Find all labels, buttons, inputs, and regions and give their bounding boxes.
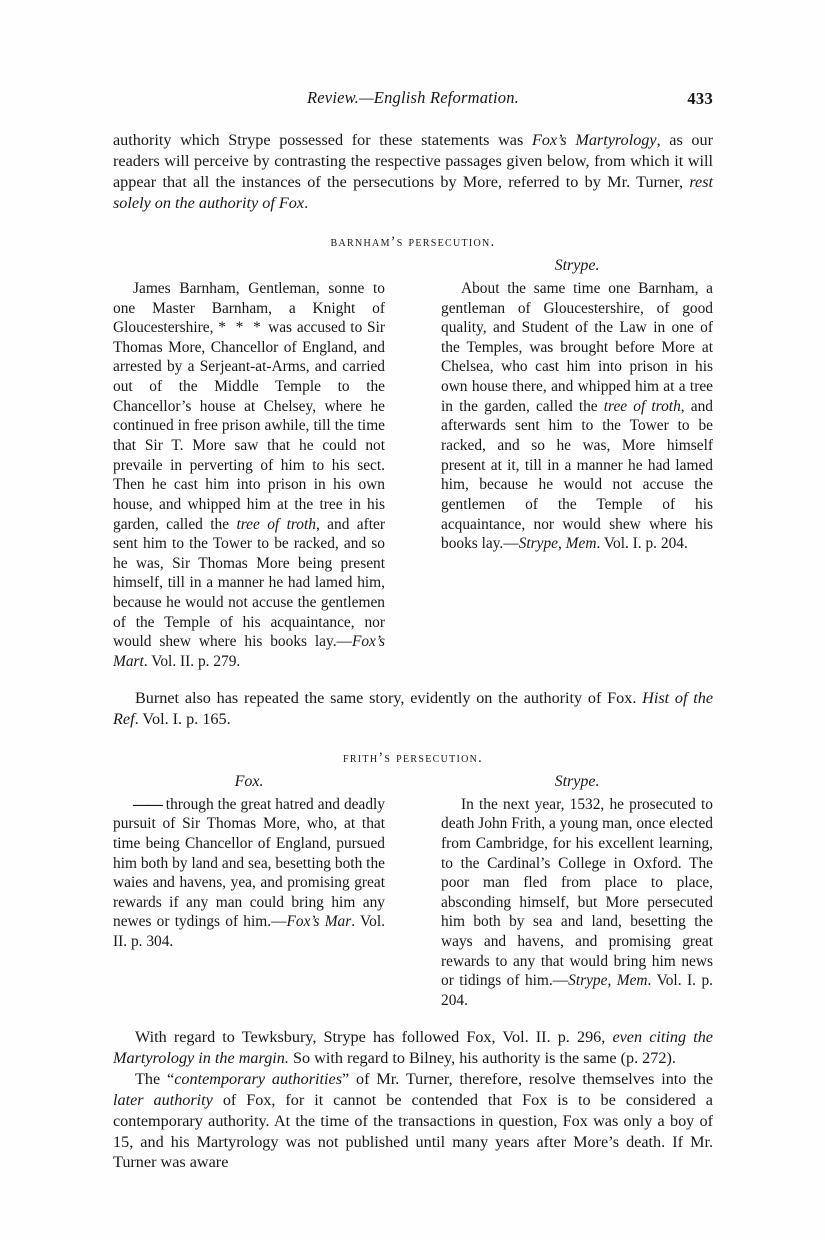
running-head	[113, 88, 713, 114]
page-content	[113, 88, 713, 1173]
column-right-frith	[441, 771, 713, 1011]
intro-italic-martyrology: Fox’s Martyrology	[531, 131, 657, 149]
closing-2-italic-contemporary: contemporary authorities	[174, 1069, 343, 1088]
barnham-right-body-2: , and afterwards sent him to the Tower to be racked, and so he was, More himself present at it, till in a manner he had lamed him, because he would not accuse the gentlemen of the Temple of his acquaintance, nor would shew where his books lay.—	[441, 397, 713, 553]
frith-right-citation-rest: . Vol. I. p. 204.	[441, 972, 713, 1010]
excerpt-text-strype-frith	[441, 795, 713, 1011]
burnet-text-2: . Vol. I. p. 165.	[134, 709, 231, 728]
ellipsis-asterisks: * * *	[218, 319, 264, 337]
excerpt-text-fox-frith	[113, 795, 385, 952]
frith-left-body: through the great hatred and deadly pursuit of Sir Thomas More, who, at that time being Chancellor of England, pursued him both by land and sea, besetting both the waies and havens, yea, and promising great rewards if any man could bring him any newes or tydings of him.—	[113, 795, 385, 931]
elision-dash: ——	[133, 795, 162, 813]
closing-2-italic-later-authority: later authority	[113, 1090, 213, 1109]
barnham-left-citation-italic: Fox’s Mart	[113, 633, 385, 671]
column-left-barnham	[113, 255, 385, 672]
column-label-right-frith: Strype.	[554, 772, 600, 790]
burnet-italic-hist-ref: Hist of the Ref	[113, 688, 714, 728]
excerpt-text-strype-barnham	[441, 279, 713, 554]
barnham-left-body-2: was accused to Sir Thomas More, Chancellor of England, and arrested by a Serjeant-at-Arms, and carried out of the Middle Temple to the Chancellor’s house at Chelsey, where he continued in free prison awhile, till the time that Sir T. More saw that he could not prevaile in perverting of him to his sect. Then he cast him into prison in his own house, and whipped him at the tree in his garden, called the	[113, 319, 386, 533]
barnham-left-italic-tree-of-troth: tree of troth	[236, 515, 316, 533]
closing-1-italic: even citing the Martyrology in the margin.	[113, 1027, 713, 1067]
page-number: 433	[687, 89, 713, 108]
closing-paragraph-2	[113, 1069, 713, 1174]
excerpt-columns-frith	[113, 771, 713, 1011]
barnham-right-italic-tree-of-troth: tree of troth	[603, 397, 681, 415]
frith-left-citation-italic: Fox’s Mar	[286, 913, 352, 931]
intro-text-1: authority which Strype possessed for these statements was	[113, 131, 532, 149]
intro-text-3: .	[304, 193, 309, 212]
running-head-title: Review.—English Reformation.	[307, 88, 519, 107]
barnham-right-citation-rest: . Vol. I. p. 204.	[596, 535, 688, 553]
closing-paragraph-1	[113, 1027, 713, 1069]
barnham-right-body-1: About the same time one Barnham, a gentleman of Gloucestershire, of good quality, and Student of the Law in one of the Temples, was brought before More at Chelsea, who cast him into prison in his own house there, and whipped him at a tree in the garden, called the	[441, 279, 713, 415]
intro-text-2: , as our readers will perceive by contrasting the respective passages given below, from which it will appear that all the instances of the persecutions by More, referred to by Mr. Turner,	[113, 131, 713, 191]
section-heading-barnham: barnham’s persecution.	[330, 233, 496, 250]
barnham-left-body-3: , and after sent him to the Tower to be racked, and so he was, Sir Thomas More being present himself, till in a manner he had lamed him, because he would not accuse the gentlemen of the Temple of his acquaintance, nor would shew where his books lay.—	[113, 515, 385, 651]
frith-left-citation-rest: . Vol. II. p. 304.	[113, 913, 385, 951]
barnham-left-citation-rest: . Vol. II. p. 279.	[143, 653, 241, 671]
frith-right-citation-italic: Strype, Mem	[568, 972, 648, 990]
closing-1-text-b: So with regard to Bilney, his authority is the same (p. 272).	[288, 1048, 676, 1067]
intro-paragraph	[113, 130, 713, 214]
column-right-barnham	[441, 255, 713, 554]
closing-2-text-a: The “	[135, 1069, 175, 1088]
intro-italic-rest-solely: rest solely on the authority of Fox	[113, 172, 713, 212]
barnham-left-body-1: James Barnham, Gentleman, sonne to one Master Barnham, a Knight of Gloucestershire,	[113, 279, 385, 337]
section-heading-frith: frith’s persecution.	[342, 749, 484, 766]
burnet-text-1: Burnet also has repeated the same story, evidently on the authority of Fox.	[135, 688, 643, 707]
closing-2-text-c: of Fox, for it cannot be contended that Fox is to be considered a contemporary authority. At the time of the transactions in question, Fox was only a boy of 15, and his Martyrology was not published until many years after More’s death. If Mr. Turner was aware	[113, 1090, 713, 1172]
frith-right-body: In the next year, 1532, he prosecuted to death John Frith, a young man, once elected from Cambridge, for his excellent learning, to the Cardinal’s College in Oxford. The poor man fled from place to place, absconding himself, but More persecuted him both by sea and land, besetting the ways and havens, and promising great rewards to any that would bring him news or tidings of him.—	[441, 795, 713, 990]
closing-1-text-a: With regard to Tewksbury, Strype has followed Fox, Vol. II. p. 296,	[135, 1027, 613, 1046]
barnham-right-citation-italic: Strype, Mem	[518, 535, 597, 553]
closing-2-text-b: ” of Mr. Turner, therefore, resolve themselves into the	[342, 1069, 713, 1088]
column-left-frith	[113, 771, 385, 952]
burnet-note-paragraph	[113, 688, 713, 730]
excerpt-text-fox-barnham	[113, 279, 385, 672]
excerpt-columns-barnham	[113, 255, 713, 672]
column-label-right-barnham: Strype.	[554, 256, 600, 274]
column-label-left-frith: Fox.	[234, 772, 264, 790]
